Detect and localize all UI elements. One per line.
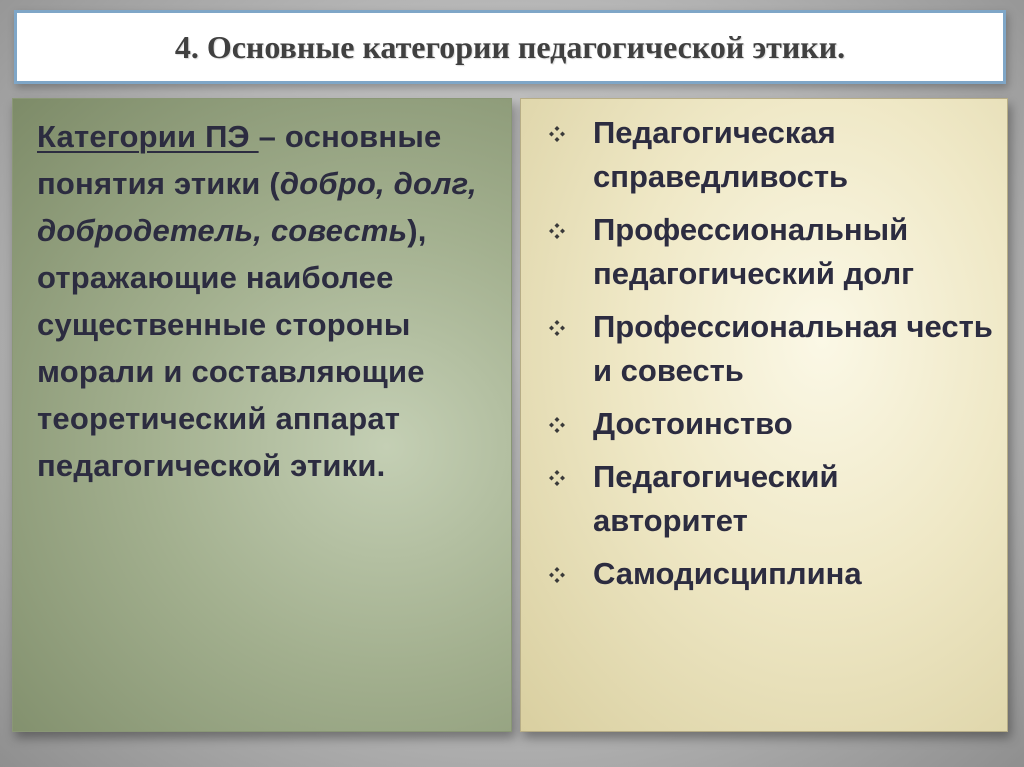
title-box [14, 10, 1006, 84]
list-item-label: Педагогический авторитет [593, 459, 839, 538]
right-panel [520, 98, 1008, 732]
list-item-label: Педагогическая справедливость [593, 115, 849, 194]
left-panel [12, 98, 512, 732]
four-diamond-bullet-icon [549, 417, 565, 433]
list-item-label: Самодисциплина [593, 556, 862, 591]
definition-intro: основные понятия этики ( [37, 119, 442, 201]
four-diamond-bullet-icon [549, 126, 565, 142]
list-item [549, 455, 1001, 543]
definition-italic-list: добро, долг, добродетель, совесть [37, 166, 477, 248]
list-item [549, 305, 1001, 393]
list-item-label: Профессиональная честь и совесть [593, 309, 993, 388]
list-item [549, 552, 1001, 596]
definition-dash: – [258, 119, 277, 154]
slide-title: 4. Основные категории педагогической этики. [174, 28, 846, 65]
list-item-label: Достоинство [593, 406, 793, 441]
definition-text [37, 113, 495, 489]
list-item [549, 111, 1001, 199]
four-diamond-bullet-icon [549, 320, 565, 336]
list-item [549, 402, 1001, 446]
list-item-label: Профессиональный педагогический долг [593, 212, 915, 291]
definition-rest: ), отражающие наиболее существенные стороны морали и составляющие теоретический аппарат педагогической этики. [37, 213, 427, 483]
list-item [549, 208, 1001, 296]
four-diamond-bullet-icon [549, 223, 565, 239]
four-diamond-bullet-icon [549, 567, 565, 583]
four-diamond-bullet-icon [549, 470, 565, 486]
categories-list [549, 111, 1001, 596]
definition-term: Категории ПЭ [37, 119, 259, 154]
